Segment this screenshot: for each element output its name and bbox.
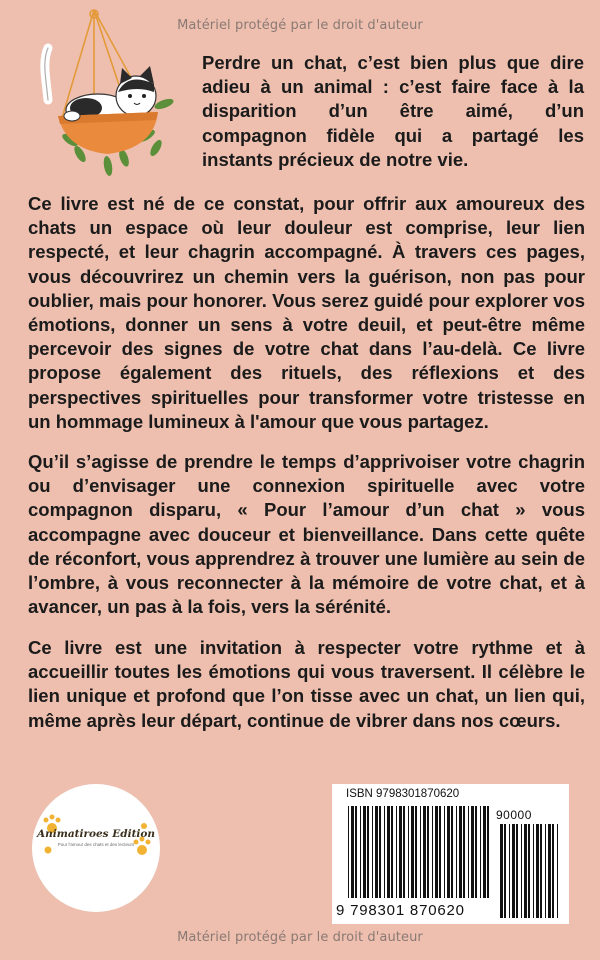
isbn-label: ISBN 9798301870620 <box>346 788 460 800</box>
publisher-name: Animatiroes Edition <box>36 828 156 840</box>
intro-paragraph: Perdre un chat, c’est bien plus que dire adieu à un animal : c’est faire face à la disparition d’un être aimé, d’un compagnon fidèle qui a partagé les instants précieux de notre vie. <box>202 52 584 170</box>
body-paragraph-2: Qu’il s’agisse de prendre le temps d’apprivoiser votre chagrin ou d’envisager une connexion spirituelle avec votre compagnon disparu, « Pour l’amour d’un chat » vous accompagne avec douceur et bienveillance. Dans cette quête de réconfort, vous apprendrez à trouver une lumière au sein de l’ombre, à vous reconnecter à la mémoire de votre chat, et à avancer, un pas à la fois, vers la sérénité. <box>28 451 585 618</box>
copyright-watermark-bottom: Matériel protégé par le droit d'auteur <box>177 930 423 945</box>
barcode-digits: 9 798301 870620 <box>336 902 465 919</box>
paw-prints-icon <box>32 784 160 912</box>
publisher-logo <box>32 784 160 912</box>
copyright-watermark-top: Matériel protégé par le droit d'auteur <box>177 18 423 33</box>
body-paragraph-1: Ce livre est né de ce constat, pour offrir aux amoureux des chats un espace où leur douleur est comprise, leur lien respecté, et leur chagrin accompagné. À travers ces pages, vous découvrirez un chemin vers la guérison, non pas pour oublier, mais pour honorer. Vous serez guidé pour explorer vos émotions, donner un sens à votre deuil, et peut-être même percevoir des signes de votre chat dans l’au-delà. Ce livre propose également des rituels, des réflexions et des perspectives spirituelles pour transformer votre tristesse en un hommage lumineux à l'amour que vous partagez. <box>28 193 585 432</box>
addon-digits: 90000 <box>496 808 532 822</box>
publisher-tagline: Pour l'amour des chats et des lecteurs <box>57 842 135 847</box>
isbn-barcode <box>332 784 569 924</box>
body-paragraph-3: Ce livre est une invitation à respecter votre rythme et à accueillir toutes les émotions qui vous traversent. Il célèbre le lien unique et profond que l’on tisse avec un chat, un lien qui, même après leur départ, continue de vibrer dans nos cœurs. <box>28 637 585 731</box>
cat-planter-illustration <box>28 8 188 184</box>
